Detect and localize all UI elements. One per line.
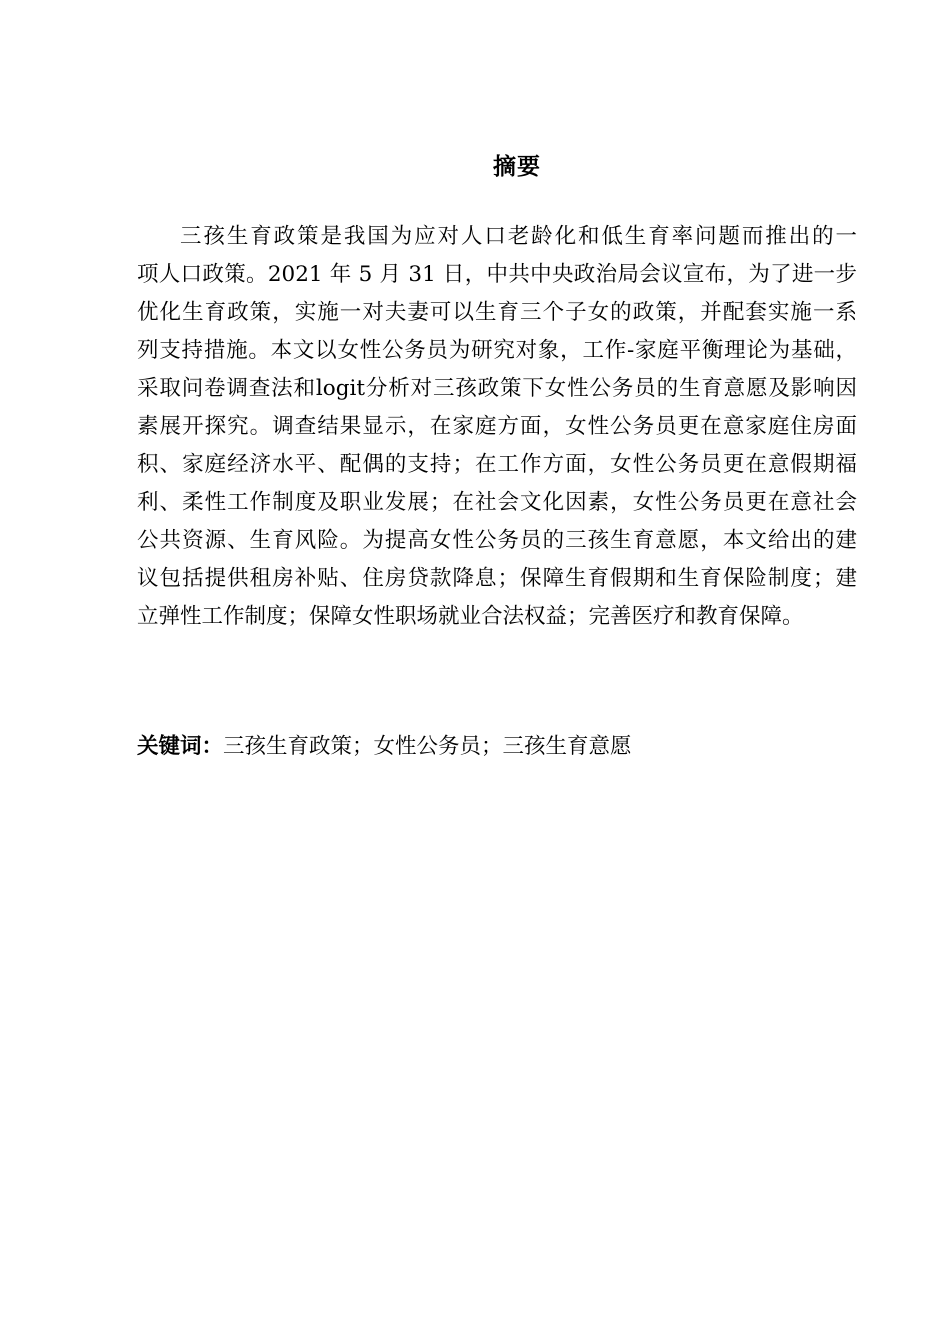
abstract-line: 优化生育政策，实施一对夫妻可以生育三个子女的政策，并配套实施一系 xyxy=(137,300,857,325)
abstract-line: 三孩生育政策是我国为应对人口老龄化和低生育率问题而推出的一 xyxy=(180,224,857,249)
abstract-line: 采取问卷调查法和logit分析对三孩政策下女性公务员的生育意愿及影响因 xyxy=(137,376,857,401)
abstract-line: 立弹性工作制度；保障女性职场就业合法权益；完善医疗和教育保障。 xyxy=(137,604,804,629)
abstract-line: 素展开探究。调查结果显示，在家庭方面，女性公务员更在意家庭住房面 xyxy=(137,414,857,439)
abstract-line: 公共资源、生育风险。为提高女性公务员的三孩生育意愿，本文给出的建 xyxy=(137,528,857,553)
abstract-body xyxy=(137,222,857,640)
keywords-text: 三孩生育政策；女性公务员；三孩生育意愿 xyxy=(223,734,632,759)
abstract-title: 摘要 xyxy=(493,154,541,180)
keywords-row xyxy=(137,732,632,762)
abstract-line: 项人口政策。2021 年 5 月 31 日，中共中央政治局会议宣布，为了进一步 xyxy=(137,262,857,287)
abstract-line: 议包括提供租房补贴、住房贷款降息；保障生育假期和生育保险制度；建 xyxy=(137,566,857,591)
abstract-line: 列支持措施。本文以女性公务员为研究对象，工作-家庭平衡理论为基础， xyxy=(137,338,857,363)
abstract-line: 利、柔性工作制度及职业发展；在社会文化因素，女性公务员更在意社会 xyxy=(137,490,857,515)
abstract-line: 积、家庭经济水平、配偶的支持；在工作方面，女性公务员更在意假期福 xyxy=(137,452,857,477)
keywords-label: 关键词： xyxy=(137,734,224,759)
